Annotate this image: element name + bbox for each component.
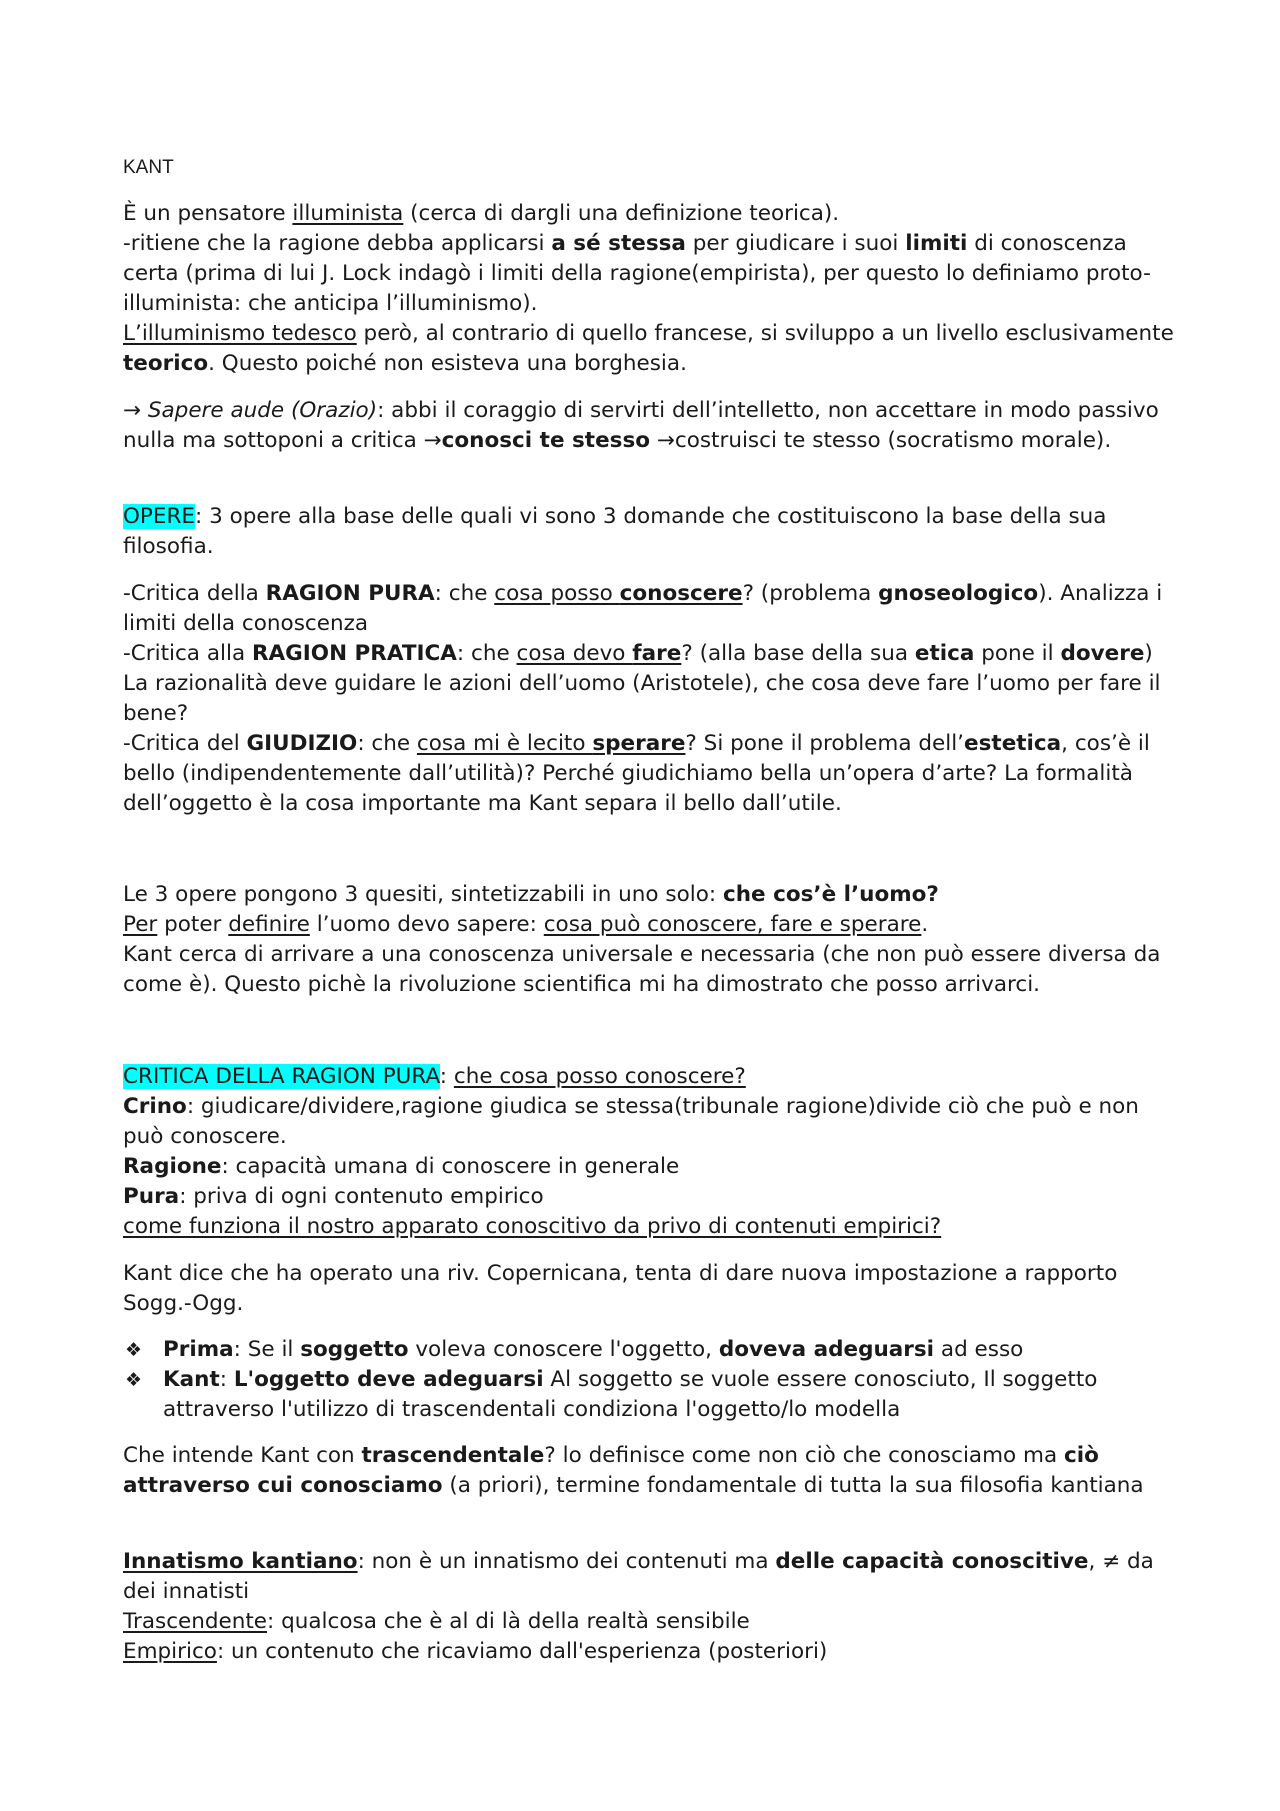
bold-term: delle capacità conoscitive <box>775 1549 1089 1574</box>
opere-paragraph <box>123 502 1183 562</box>
text: : priva di ogni contenuto empirico <box>179 1184 544 1209</box>
text: : non è un innatismo dei contenuti ma <box>357 1549 776 1574</box>
bold-term: Innatismo kantiano <box>123 1549 358 1574</box>
underlined-question <box>517 641 682 666</box>
text: : un contenuto che ricaviamo dall'esperienza (posteriori) <box>216 1639 828 1664</box>
sapere-aude-section <box>123 396 1183 456</box>
bold-term: GIUDIZIO <box>246 731 358 756</box>
bold-term: trascendentale <box>361 1443 545 1468</box>
text: però, al contrario di quello francese, si sviluppo a un livello esclusivamente <box>356 321 1174 346</box>
highlighted-heading: CRITICA DELLA RAGION PURA <box>123 1064 440 1089</box>
text: ad esso <box>934 1337 1024 1362</box>
bold-term: che cos’è l’uomo? <box>722 882 939 907</box>
text: ? lo definisce come non ciò che conosciamo ma <box>544 1443 1064 1468</box>
crino-definition <box>123 1092 1183 1152</box>
text: l’uomo devo sapere: <box>309 912 544 937</box>
text: : qualcosa che è al di là della realtà sensibile <box>267 1609 750 1634</box>
text: -Critica del <box>123 731 247 756</box>
bold-term: teorico <box>123 351 209 376</box>
text: ? (alla base della sua <box>681 641 915 666</box>
bold-term: L'oggetto deve adeguarsi <box>233 1367 544 1392</box>
bold-term: a sé stessa <box>551 231 686 256</box>
text: Le 3 opere pongono 3 quesiti, sintetizzabili in uno solo: <box>123 882 723 907</box>
underlined-term: Per <box>123 912 158 937</box>
list-item <box>123 1335 1183 1365</box>
underlined-term: L’illuminismo tedesco <box>123 321 357 346</box>
text: cosa posso <box>494 581 620 606</box>
empirico-definition <box>123 1637 1183 1667</box>
text: voleva conoscere l'oggetto, <box>408 1337 719 1362</box>
text: : che <box>456 641 517 666</box>
text: : <box>439 1064 454 1089</box>
italic-term: Sapere aude (Orazio) <box>147 398 378 423</box>
bold-term: conoscere <box>619 581 743 606</box>
bold-term: Ragione <box>123 1154 222 1179</box>
conoscenza-universale-paragraph: Kant cerca di arrivare a una conoscenza universale e necessaria (che non può essere diversa da come è). Questo pichè la rivoluzione scientifica mi ha dimostrato che posso arrivarci. <box>123 942 1161 997</box>
text: -Critica della <box>123 581 266 606</box>
bold-term: RAGION PRATICA <box>251 641 457 666</box>
text: pone il <box>974 641 1061 666</box>
bold-term: soggetto <box>300 1337 409 1362</box>
underlined-term <box>123 1549 358 1574</box>
underlined-question: come funziona il nostro apparato conoscitivo da privo di contenuti empirici? <box>123 1214 942 1239</box>
copernicana-section <box>123 1259 1183 1319</box>
bold-term: Prima <box>163 1337 234 1362</box>
text: ? Si pone il problema dell’ <box>685 731 965 756</box>
bold-term: conosci te stesso <box>441 428 651 453</box>
text: : Se il <box>233 1337 301 1362</box>
text: cosa mi è lecito <box>416 731 593 756</box>
critica-giudizio <box>123 729 1183 819</box>
bold-term: RAGION PURA <box>265 581 435 606</box>
critica-ragion-pratica <box>123 639 1183 669</box>
bold-term: Kant <box>163 1367 220 1392</box>
text: di conoscenza certa (prima di lui J. Lock indagò i limiti della ragione(empirista), per questo lo definiamo proto-illuminista: che anticipa l’illuminismo). <box>123 231 1151 316</box>
page-title: KANT <box>123 157 174 178</box>
innatismo-section <box>123 1547 1183 1667</box>
critica-ragion-pura <box>123 579 1183 639</box>
text: →costruisci te stesso (socratismo morale). <box>650 428 1112 453</box>
text: Che intende Kant con <box>123 1443 362 1468</box>
bold-term: Pura <box>123 1184 180 1209</box>
underlined-term: Empirico <box>123 1639 217 1664</box>
text: . Questo poiché non esisteva una borghesia. <box>208 351 687 376</box>
text: -Critica alla <box>123 641 252 666</box>
trascendentale-section <box>123 1441 1183 1501</box>
ragione-definition <box>123 1152 1183 1182</box>
text: Al soggetto se vuole essere conosciuto, Il soggetto attraverso l'utilizzo di trascendentali condiziona l'oggetto/lo modella <box>163 1367 1098 1422</box>
trascendentale-paragraph <box>123 1441 1183 1501</box>
text: poter <box>157 912 229 937</box>
text: (cerca di dargli una definizione teorica). <box>403 201 840 226</box>
opere-section <box>123 502 1183 562</box>
list-item <box>123 1365 1183 1425</box>
intro-section <box>123 199 1183 379</box>
text: : giudicare/dividere,ragione giudica se stessa(tribunale ragione)divide ciò che può e non può conoscere. <box>123 1094 1139 1149</box>
text: ). Analizza i limiti della conoscenza <box>123 581 1163 636</box>
bold-term: ciò attraverso cui conosciamo <box>123 1443 1099 1498</box>
copernicana-paragraph: Kant dice che ha operato una riv. Copernicana, tenta di dare nuova impostazione a rapporto Sogg.-Ogg. <box>123 1261 1118 1316</box>
text: (a priori), termine fondamentale di tutta la sua filosofia kantiana <box>442 1473 1144 1498</box>
bold-term: etica <box>914 641 975 666</box>
highlighted-heading: OPERE <box>123 504 195 529</box>
intro-paragraph <box>123 199 1183 379</box>
arrow-glyph: → <box>123 398 148 423</box>
bold-term: sperare <box>592 731 686 756</box>
underlined-term: illuminista <box>292 201 404 226</box>
text: : che <box>357 731 417 756</box>
quesiti-section <box>123 880 1183 1000</box>
bold-term: doveva adeguarsi <box>718 1337 935 1362</box>
trascendente-definition <box>123 1607 1183 1637</box>
innatismo-paragraph <box>123 1547 1183 1607</box>
quesiti-paragraph <box>123 880 1183 910</box>
bold-term: estetica <box>964 731 1062 756</box>
critiche-section <box>123 579 1183 819</box>
bullet-list <box>123 1335 1183 1425</box>
text: . <box>921 912 929 937</box>
bullet-section <box>123 1335 1183 1425</box>
diamond-bullet-icon: ❖ <box>125 1339 143 1361</box>
text: : <box>219 1367 234 1392</box>
underlined-term: Trascendente <box>123 1609 268 1634</box>
underlined-term: cosa può conoscere, fare e sperare <box>543 912 922 937</box>
critica-ragion-pura-section <box>123 1062 1183 1242</box>
text: : 3 opere alla base delle quali vi sono 3 domande che costituiscono la base della sua filosofia. <box>123 504 1107 559</box>
bold-term: fare <box>632 641 682 666</box>
text: , ≠ da dei innatisti <box>123 1549 1154 1604</box>
text: : capacità umana di conoscere in generale <box>221 1154 680 1179</box>
text: , cos’è il bello (indipendentemente dall’utilità)? Perché giudichiamo bella un’opera d’arte? La formalità dell’oggetto è la cosa importante ma Kant separa il bello dall’utile. <box>123 731 1150 816</box>
razionalita-paragraph: La razionalità deve guidare le azioni dell’uomo (Aristotele), che cosa deve fare l’uomo per fare il bene? <box>123 671 1161 726</box>
bold-term: limiti <box>905 231 968 256</box>
funziona-question <box>123 1212 1183 1242</box>
underlined-term: definire <box>228 912 310 937</box>
text: : che <box>434 581 495 606</box>
text: : abbi il coraggio di servirti dell’intelletto, non accettare in modo passivo nulla ma sottoponi a critica → <box>123 398 1159 453</box>
text: cosa devo <box>516 641 633 666</box>
text: per giudicare i suoi <box>685 231 906 256</box>
bold-term: dovere <box>1060 641 1145 666</box>
bold-term: gnoseologico <box>878 581 1039 606</box>
underlined-question: che cosa posso conoscere? <box>453 1064 746 1089</box>
text: È un pensatore <box>123 201 293 226</box>
pura-definition <box>123 1182 1183 1212</box>
sapere-paragraph <box>123 396 1183 456</box>
bold-term: Crino <box>123 1094 187 1119</box>
diamond-bullet-icon: ❖ <box>125 1369 143 1391</box>
text: -ritiene che la ragione debba applicarsi <box>123 231 552 256</box>
definire-paragraph <box>123 910 1183 940</box>
underlined-question <box>494 581 742 606</box>
text: ) <box>1144 641 1153 666</box>
text: ? (problema <box>742 581 879 606</box>
crp-heading <box>123 1062 1183 1092</box>
underlined-question <box>417 731 686 756</box>
